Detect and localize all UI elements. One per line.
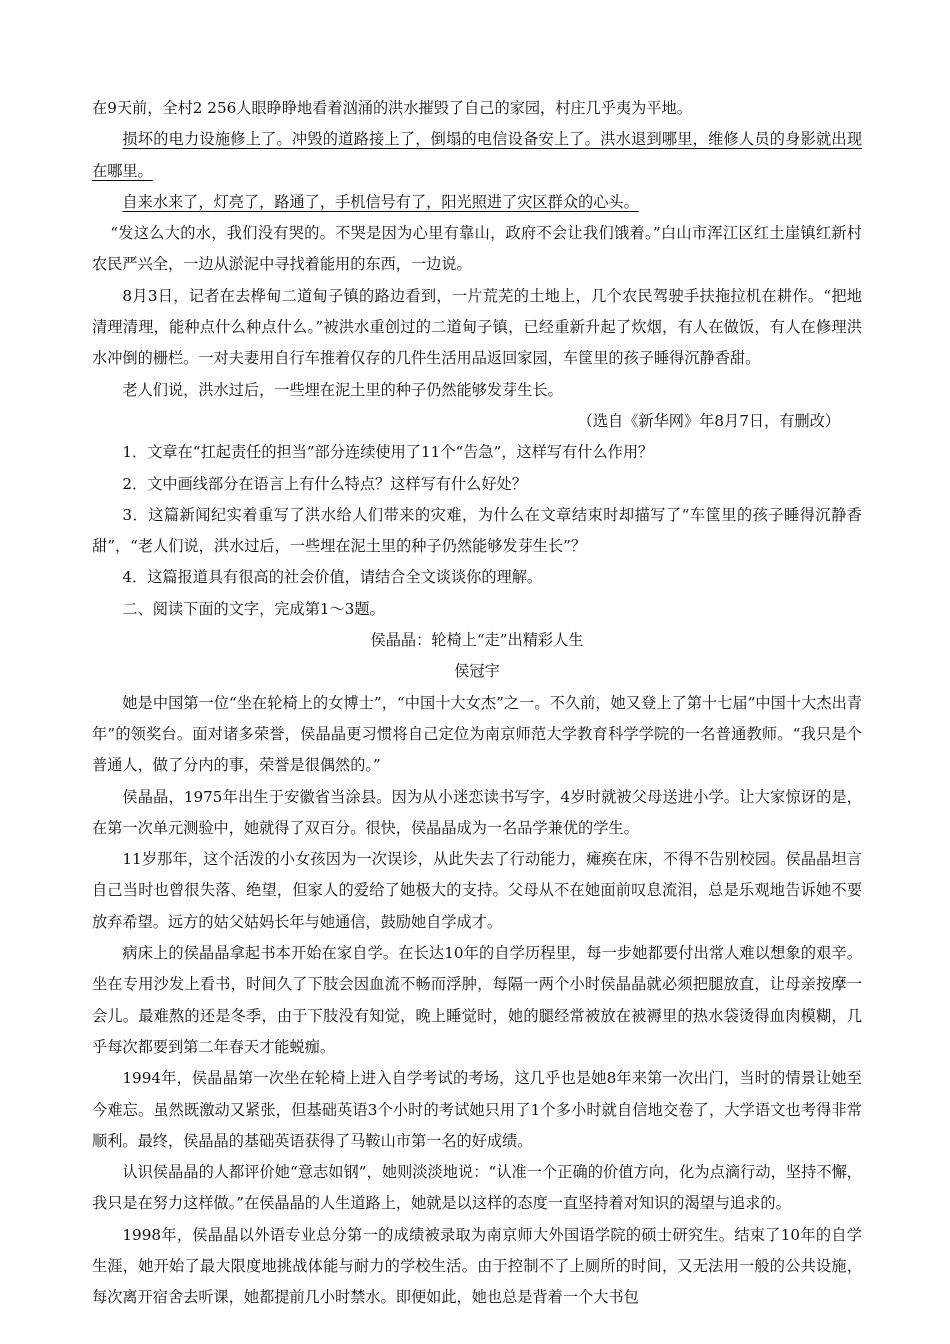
paragraph: 1994年，侯晶晶第一次坐在轮椅上进入自学考试的考场，这几乎也是她8年来第一次出门，当时的情景让她至今难忘。虽然既激动又紧张，但基础英语3个小时的考试她只用了1个多小时就自信地交卷了，大学语文也考得非常顺利。最终，侯晶晶的基础英语获得了马鞍山市第一名的好成绩。 [92,1069,862,1150]
paragraph: 11岁那年，这个活泼的小女孩因为一次误诊，从此失去了行动能力，瘫痪在床，不得不告别校园。侯晶晶坦言自己当时也曾很失落、绝望，但家人的爱给了她极大的支持。父母从不在她面前叹息流泪，总是乐观地告诉她不要放弃希望。远方的姑父姑妈长年与她通信，鼓励她自学成才。 [92,850,862,931]
question-3: 3．这篇新闻纪实着重写了洪水给人们带来的灾难，为什么在文章结束时却描写了“车筐里的孩子睡得沉静香甜”，“老人们说，洪水过后，一些埋在泥土里的种子仍然能够发芽生长”？ [92,505,862,556]
section-heading: 二、阅读下面的文字，完成第1～3题。 [122,599,385,618]
underlined-paragraph: 自来水来了，灯亮了，路通了，手机信号有了，阳光照进了灾区群众的心头。 [122,192,639,211]
paragraph: 病床上的侯晶晶拿起书本开始在家自学。在长达10年的自学历程里，每一步她都要付出常人难以想象的艰辛。坐在专用沙发上看书，时间久了下肢会因血流不畅而浮肿，每隔一两个小时侯晶晶就必须把腿放直，让母亲按摩一会儿。最难熬的还是冬季，由于下肢没有知觉，晚上睡觉时，她的腿经常被放在被褥里的热水袋烫得血肉模糊，几乎每次都要到第二年春天才能蜕痂。 [92,944,862,1056]
paragraph: 认识侯晶晶的人都评价她“意志如钢”，她则淡淡地说：“认准一个正确的价值方向，化为点滴行动，坚持不懈，我只是在努力这样做。”在侯晶晶的人生道路上，她就是以这样的态度一直坚持着对知识的渴望与追求的。 [92,1163,862,1213]
document-page [92,93,862,1314]
paragraph: 在9天前，全村2 256人眼睁睁地看着汹涌的洪水摧毁了自己的家园，村庄几乎夷为平地。 [92,99,692,117]
question-1: 1．文章在“扛起责任的担当”部分连续使用了11个“告急”，这样写有什么作用？ [122,443,654,462]
paragraph: 她是中国第一位“坐在轮椅上的女博士”，“中国十大女杰”之一。不久前，她又登上了第十七届“中国十大杰出青年”的领奖台。面对诸多荣誉，侯晶晶更习惯将自己定位为南京师范大学教育科学学院的一名普通教师。“我只是个普通人，做了分内的事，荣誉是很偶然的。” [92,693,862,775]
paragraph: “发这么大的水，我们没有哭的。不哭是因为心里有靠山，政府不会让我们饿着。”白山市浑江区红土崖镇红新村农民严兴全，一边从淤泥中寻找着能用的东西，一边说。 [92,224,862,274]
question-4: 4．这篇报道具有很高的社会价值，请结合全文谈谈你的理解。 [122,568,543,587]
source-citation: （选自《新华网》年8月7日，有删改） [577,411,840,430]
article-title: 侯晶晶：轮椅上“走”出精彩人生 [370,631,584,650]
paragraph: 老人们说，洪水过后，一些埋在泥土里的种子仍然能够发芽生长。 [122,380,563,399]
article-author: 侯冠宇 [454,662,500,681]
paragraph: 8月3日，记者在去桦甸二道甸子镇的路边看到，一片荒芜的土地上，几个农民驾驶手扶拖拉机在耕作。“把地清理清理，能种点什么种点什么。”被洪水重创过的二道甸子镇，已经重新升起了炊烟，有人在做饭，有人在修理洪水冲倒的栅栏。一对夫妻用自行车推着仅存的几件生活用品返回家园，车筐里的孩子睡得沉静香甜。 [92,286,862,368]
underlined-paragraph: 损坏的电力设施修上了。冲毁的道路接上了，倒塌的电信设备安上了。洪水退到哪里，维修人员的身影就出现在哪里。 [92,130,862,180]
question-2: 2．文中画线部分在语言上有什么特点？这样写有什么好处？ [122,474,527,493]
paragraph: 1998年，侯晶晶以外语专业总分第一的成绩被录取为南京师大外国语学院的硕士研究生。结束了10年的自学生涯，她开始了最大限度地挑战体能与耐力的学校生活。由于控制不了上厕所的时间，又无法用一般的公共设施，每次离开宿舍去听课，她都提前几小时禁水。即便如此，她也总是背着一个大书包 [92,1225,862,1307]
paragraph: 侯晶晶，1975年出生于安徽省当涂县。因为从小迷恋读书写字，4岁时就被父母送进小学。让大家惊讶的是，在第一次单元测验中，她就得了双百分。很快，侯晶晶成为一名品学兼优的学生。 [92,787,862,837]
